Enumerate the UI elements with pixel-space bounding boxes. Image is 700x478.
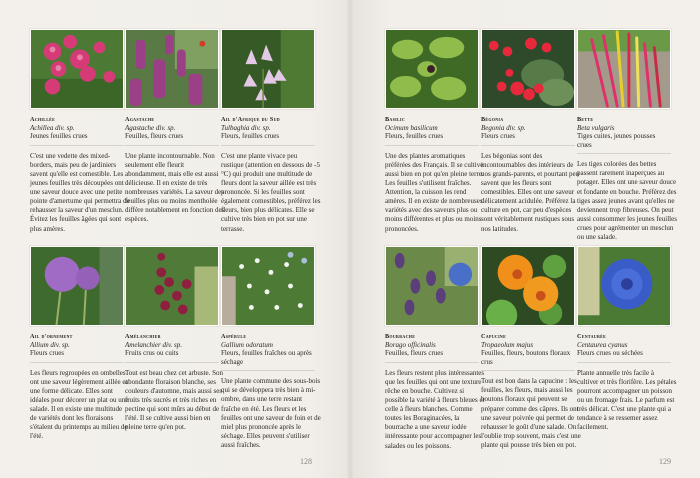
divider (30, 362, 124, 363)
photo-nasturtium (481, 246, 575, 326)
divider (221, 145, 315, 146)
plant-entry-basilic (385, 29, 484, 234)
plant-latin-name: Achillea div. sp. (30, 124, 75, 132)
plant-entry-centauree (577, 246, 677, 432)
divider (385, 362, 479, 363)
plant-entry-bette (577, 29, 677, 242)
plant-latin-name: Begonia div. sp. (481, 124, 526, 132)
plant-usage: Feuilles, fleurs, boutons floraux crus (481, 349, 571, 366)
plant-latin-name: Allium div. sp. (30, 341, 70, 349)
plant-name: Bégonia (481, 116, 504, 123)
plant-entry-agastache (125, 29, 225, 225)
plant-description: C'est une plante vivace peu rustique (attention en dessous de -5 °C) qui produit une multitude de fleurs dont la saveur aillée est très prononcée. Si les feuilles sont également comestibles, préférez les fleurs, bien plus délicates. Elle se cultive très bien en pot sur une terrasse. (221, 151, 321, 233)
plant-latin-name: Ocimum basilicum (385, 124, 438, 132)
plant-entry-amelanchier (125, 246, 224, 432)
plant-usage: Fleurs, feuilles crues (385, 132, 444, 141)
plant-description: Plante annuelle très facile à cultiver et très florifère. Les pétales pourront accompagner un poisson ou un fromage frais. Le parfum est très délicat. C'est une plante qui a tendance à se ressemer assez facilement. (577, 368, 677, 432)
plant-usage: Feuilles, fleurs crues (385, 349, 444, 358)
plant-latin-name: Tropaeolum majus (481, 341, 534, 349)
plant-latin-name: Beta vulgaris (577, 124, 615, 132)
page-number-left: 128 (300, 457, 312, 466)
plant-entry-capucine (481, 246, 581, 450)
photo-basil (385, 29, 479, 109)
plant-latin-name: Agastache div. sp. (125, 124, 176, 132)
plant-usage: Tiges cuites, jeunes pousses crues (577, 132, 656, 149)
photo-agastache (125, 29, 219, 109)
plant-name: Capucine (481, 333, 507, 340)
plant-usage: Fleurs, feuilles crues (221, 132, 280, 141)
photo-pink-yarrow (30, 29, 124, 109)
plant-usage: Fleurs, feuilles fraîches ou après séchage (221, 349, 312, 366)
plant-name: Aspérule (221, 333, 247, 340)
photo-allium (30, 246, 124, 326)
divider (385, 145, 479, 146)
plant-name: Centaurée (577, 333, 607, 340)
photo-tulbaghia (221, 29, 315, 109)
divider (125, 362, 219, 363)
plant-entry-ail-afrique-du-sud (221, 29, 321, 234)
page-number-right: 129 (659, 457, 671, 466)
plant-name: Achillée (30, 116, 56, 123)
photo-chard (577, 29, 671, 109)
plant-name: Bette (577, 116, 594, 123)
divider (577, 153, 671, 154)
plant-entry-ail-ornement (30, 246, 129, 442)
photo-serviceberries (125, 246, 219, 326)
divider (221, 370, 315, 371)
divider (30, 145, 124, 146)
divider (481, 145, 575, 146)
plant-name: Agastache (125, 116, 155, 123)
plant-entry-bourrache (385, 246, 485, 451)
plant-usage: Feuilles, fleurs crues (125, 132, 184, 141)
plant-description: Tout est beau chez cet arbuste. Son abondante floraison blanche, ses couleurs d'automne, mais aussi ses fruits très sucrés et très riches en pectine qui sont mûrs au début de l'été. Il se cultive aussi bien en pleine terre qu'en pot. (125, 368, 224, 432)
plant-name: Bourrache (385, 333, 416, 340)
plant-name: Ail d'ornement (30, 333, 73, 340)
plant-description: C'est une vedette des mixed-borders, mais peu de jardiniers savent qu'elle est comestible. Les jeunes feuilles très découpées ont une saveur douce avec une petite pointe d'amertume qui permettra de rehausser la saveur d'un mesclun. Évitez les feuilles âgées qui sont plus amères. (30, 151, 130, 233)
plant-description: Tout est bon dans la capucine : les feuilles, les fleurs, mais aussi les boutons floraux qui peuvent se préparer comme des câpres. Ils ont une saveur poivrée qui permet de rehausser le goût d'une salade. On l'oublie trop souvent, mais c'est une plante qui pousse très bien en pot. (481, 377, 581, 449)
plant-name: Ail d'Afrique du Sud (221, 116, 280, 123)
plant-usage: Fleurs crues (481, 132, 516, 141)
plant-usage: Fleurs crues ou séchées (577, 349, 643, 358)
plant-latin-name: Gallium odoratum (221, 341, 273, 349)
plant-usage: Fruits crus ou cuits (125, 349, 179, 358)
plant-description: Les fleurs regroupées en ombelles ont une saveur légèrement aillée et une forme délicate. Elles sont idéales pour décorer un plat ou une salade. Il en existe une multitude de variétés dont les floraisons s'étalent du printemps au milieu de l'été. (30, 368, 129, 441)
plant-description: Les tiges colorées des bettes passent rarement inaperçues au potager. Elles ont une saveur douce et fondante en bouche. Préférez des tiges assez jeunes avant qu'elles ne deviennent trop fibreuses. On peut aussi consommer les jeunes feuilles crues pour agrémenter un mesclun ou une salade. (577, 160, 677, 241)
divider (481, 370, 575, 371)
plant-latin-name: Tulbaghia div. sp. (221, 124, 271, 132)
plant-latin-name: Centaurea cyanus (577, 341, 628, 349)
photo-cornflower (577, 246, 671, 326)
plant-entry-asperule (221, 246, 321, 450)
plant-description: Une des plantes aromatiques préférées des Français. Il se cultive aussi bien en pot qu'en pleine terre. Les feuilles s'utilisent fraîches. Attention, la cuisson les rend amères. Il en existe de nombreuses variétés avec des saveurs plus ou moins différentes et plus ou moins prononcées. (385, 151, 484, 233)
plant-usage: Fleurs crues (30, 349, 65, 358)
plant-description: Une plante incontournable. Non seulement elle fleurit abondamment, mais elle est aussi délicieuse. Il en existe de très nombreuses variétés. La saveur des feuilles plus ou moins mentholée diffère notablement en fonction des espèces. (125, 151, 225, 224)
plant-name: Basilic (385, 116, 406, 123)
plant-description: Une plante commune des sous-bois qui se développera très bien à mi-ombre, dans une terre restant fraîche en été. Les fleurs et les feuilles ont une saveur de foin et de miel plus prononcée après le séchage. Elles peuvent s'utiliser aussi fraîches. (221, 377, 321, 449)
divider (125, 145, 219, 146)
plant-name: Amélanchier (125, 333, 161, 340)
plant-description: Les fleurs restent plus intéressantes que les feuilles qui ont une texture rêche en bouche. Cultivez si possible la variété à fleurs bleues et celle à fleurs blanches. Comme toutes les Boraginacées, la bourrache a une saveur iodée intéressante pour accompagner les salades ou les poissons. (385, 368, 485, 450)
plant-latin-name: Borago officinalis (385, 341, 436, 349)
photo-begonia (481, 29, 575, 109)
photo-woodruff (221, 246, 315, 326)
plant-usage: Jeunes feuilles crues (30, 132, 88, 141)
photo-borage (385, 246, 479, 326)
plant-entry-achillee (30, 29, 130, 234)
divider (577, 362, 671, 363)
plant-description: Les bégonias sont des incontournables des intérieurs de nos grands-parents, et pourtant peu savent que les fleurs sont comestibles. Elles ont une saveur délicatement acidulée. Préférez la culture en pot, car peu d'espèces sont véritablement rustiques sous nos latitudes. (481, 151, 580, 233)
plant-entry-begonia (481, 29, 580, 234)
book-gutter (346, 0, 354, 478)
plant-latin-name: Amelanchier div. sp. (125, 341, 183, 349)
